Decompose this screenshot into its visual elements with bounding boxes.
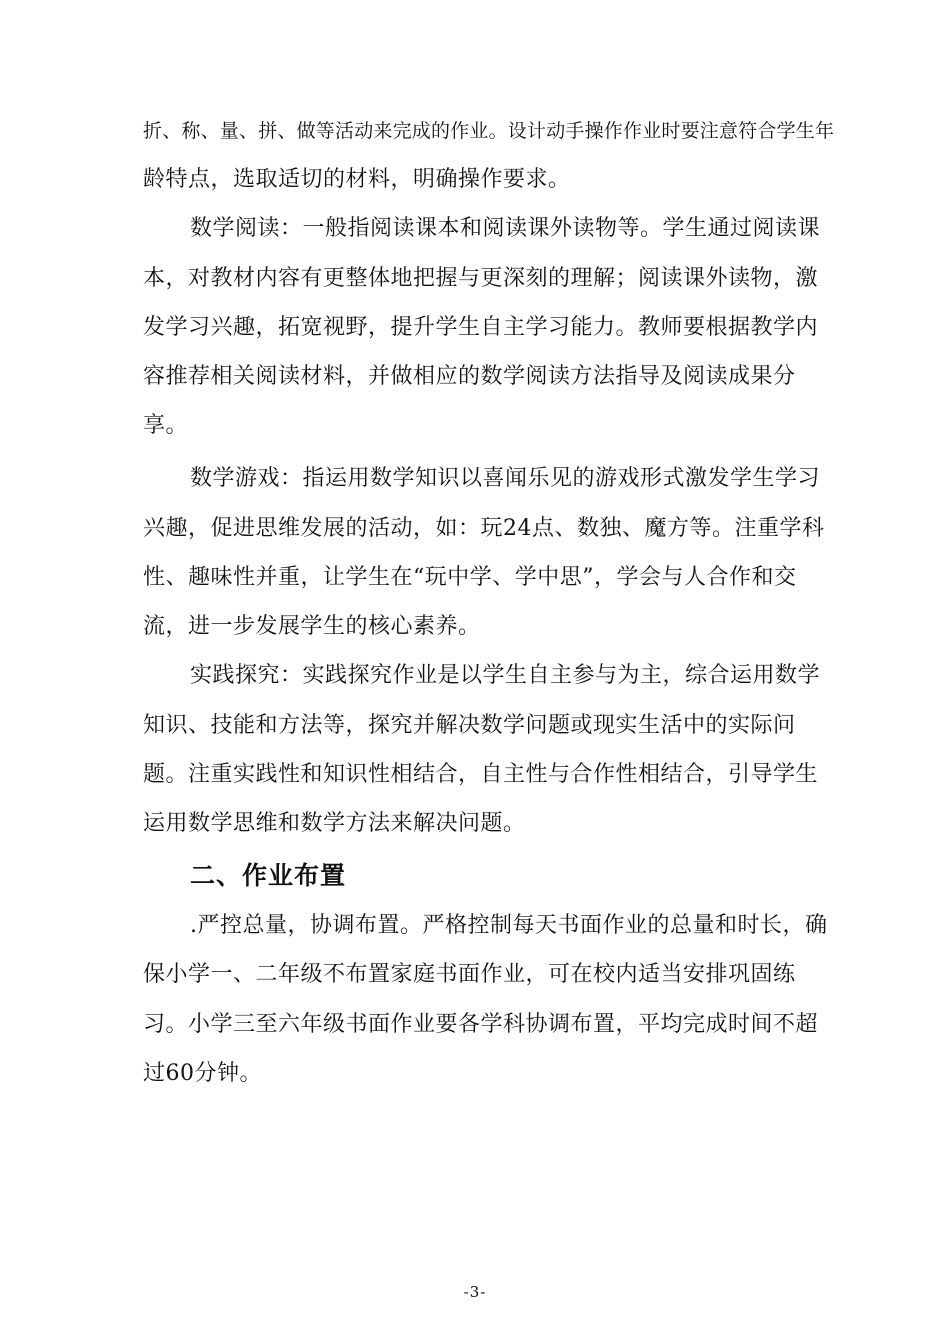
paragraph-line: 知识、技能和方法等，探究并解决数学问题或现实生活中的实际问	[143, 713, 796, 738]
paragraph-line: 过60分钟。	[143, 1061, 262, 1086]
page-number: -3-	[463, 1283, 487, 1301]
section-heading: 二、作业布置	[190, 861, 347, 890]
paragraph-line: 龄特点，选取适切的材料，明确操作要求。	[143, 167, 571, 192]
paragraph-line: 发学习兴趣，拓宽视野，提升学生自主学习能力。教师要根据教学内	[143, 315, 819, 340]
paragraph-line: 享。	[143, 413, 189, 438]
paragraph-line: 实践探究：实践探究作业是以学生自主参与为主，综合运用数学	[190, 663, 821, 688]
paragraph-line: 性、趣味性并重，让学生在“玩中学、学中思”，学会与人合作和交	[143, 565, 797, 590]
paragraph-line: 兴趣，促进思维发展的活动，如：玩24点、数独、魔方等。注重学科	[143, 516, 825, 541]
paragraph-line: 数学阅读：一般指阅读课本和阅读课外读物等。学生通过阅读课	[190, 216, 821, 241]
paragraph-line: 折、称、量、拼、做等活动来完成的作业。设计动手操作作业时要注意符合学生年	[143, 120, 835, 142]
paragraph-line: 题。注重实践性和知识性相结合，自主性与合作性相结合，引导学生	[143, 762, 819, 787]
paragraph-line: 数学游戏：指运用数学知识以喜闻乐见的游戏形式激发学生学习	[190, 466, 821, 491]
paragraph-line: .严控总量，协调布置。严格控制每天书面作业的总量和时长，确	[190, 913, 828, 938]
paragraph-line: 流，进一步发展学生的核心素养。	[143, 614, 481, 639]
paragraph-line: 保小学一、二年级不布置家庭书面作业，可在校内适当安排巩固练	[143, 962, 796, 987]
paragraph-line: 习。小学三至六年级书面作业要各学科协调布置，平均完成时间不超	[143, 1012, 819, 1037]
paragraph-line: 运用数学思维和数学方法来解决问题。	[143, 811, 526, 836]
paragraph-line: 本，对教材内容有更整体地把握与更深刻的理解；阅读课外读物，激	[143, 266, 819, 291]
paragraph-line: 容推荐相关阅读材料，并做相应的数学阅读方法指导及阅读成果分	[143, 364, 796, 389]
